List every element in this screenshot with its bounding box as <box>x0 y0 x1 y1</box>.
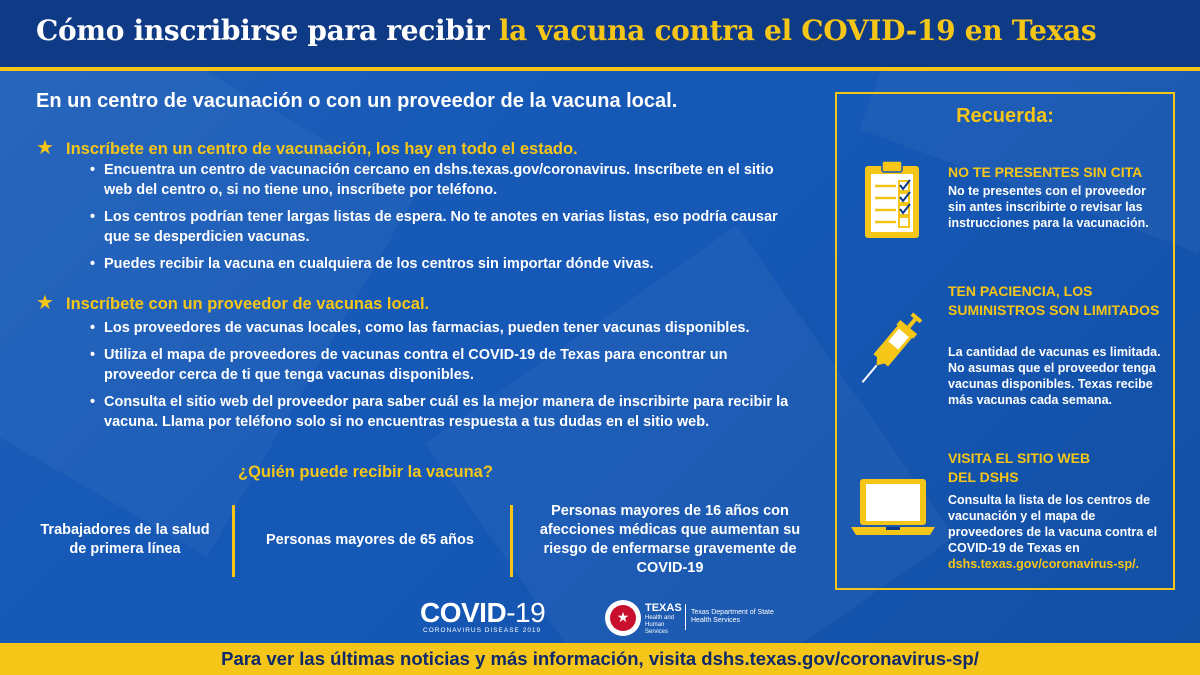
list-item: • Consulta el sitio web del proveedor para saber cuál es la mejor manera de inscribirte para recibir la vacuna. Llama por teléfono solo si no encuentras respuesta a tus dudas en el sitio web. <box>90 392 790 432</box>
footer-bar: Para ver las últimas noticias y más información, visita dshs.texas.gov/coronavirus-sp/ <box>0 643 1200 675</box>
title-white: Cómo inscribirse para recibir <box>36 14 499 47</box>
tip-body-text: Consulta la lista de los centros de vacunación y el mapa de proveedores de la vacuna contra el COVID-19 de Texas en <box>948 493 1158 555</box>
laptop-icon <box>848 475 938 537</box>
section-heading-text: Inscríbete con un proveedor de vacunas local. <box>66 295 430 313</box>
tip-body: No te presentes con el proveedor sin antes inscribirte o revisar las instrucciones para la vacunación. <box>948 184 1149 230</box>
tip-heading: VISITA EL SITIO WEB DEL DSHS <box>948 450 1091 485</box>
texas-name: TEXAS <box>645 602 682 614</box>
star-icon: ★ <box>36 292 54 314</box>
bullet-list-provider <box>90 318 790 439</box>
syringe-icon <box>855 305 930 390</box>
who-group: Personas mayores de 16 años con afecciones médicas que aumentan su riesgo de enfermarse gravemente de COVID-19 <box>539 503 801 576</box>
who-divider <box>510 505 513 577</box>
texas-hhs-logo <box>605 598 785 636</box>
section-heading-provider <box>36 290 429 315</box>
header-divider <box>0 67 1200 71</box>
covid-subtitle: CORONAVIRUS DISEASE 2019 <box>423 627 542 634</box>
subtitle: En un centro de vacunación o con un proveedor de la vacuna local. <box>36 90 678 112</box>
who-title: ¿Quién puede recibir la vacuna? <box>238 463 493 481</box>
list-item: • Los centros podrían tener largas listas de espera. No te anotes en varias listas, eso podría causar que se desperdicien vacunas. <box>90 207 790 247</box>
tip-body: La cantidad de vacunas es limitada. No asumas que el proveedor tenga vacunas disponibles. Texas recibe más vacunas cada semana. <box>948 345 1161 407</box>
covid-wordmark <box>420 597 545 629</box>
who-divider <box>232 505 235 577</box>
clipboard-checklist-icon <box>862 158 922 240</box>
tip-heading: NO TE PRESENTES SIN CITA <box>948 164 1143 180</box>
recuerda-title: Recuerda: <box>956 105 1054 127</box>
covid-19-logo <box>420 597 550 637</box>
tip-heading: TEN PACIENCIA, LOS SUMINISTROS SON LIMITADOS <box>948 283 1160 318</box>
dshs-link[interactable]: dshs.texas.gov/coronavirus-sp/. <box>948 557 1140 571</box>
list-item: • Encuentra un centro de vacunación cercano en dshs.texas.gov/coronavirus. Inscríbete en el sitio web del centro o, si no tiene uno, inscríbete por teléfono. <box>90 160 790 200</box>
covid-word: COVID <box>420 597 507 628</box>
texas-dshs-text: Texas Department of State Health Services <box>691 609 774 624</box>
who-group: Personas mayores de 65 años <box>266 531 474 548</box>
title-highlight: la vacuna contra el COVID-19 en Texas <box>498 14 1097 47</box>
section-heading-center <box>36 135 578 160</box>
page-title <box>36 14 1096 54</box>
list-item: • Los proveedores de vacunas locales, como las farmacias, pueden tener vacunas disponibles. <box>90 318 790 338</box>
section-heading-text: Inscríbete en un centro de vacunación, los hay en todo el estado. <box>66 140 578 158</box>
tip-body <box>948 492 1163 572</box>
who-group: Trabajadores de la salud de primera línea <box>40 522 210 557</box>
star-icon: ★ <box>36 137 54 159</box>
bullet-list-center <box>90 160 790 281</box>
list-item: • Puedes recibir la vacuna en cualquiera de los centros sin importar dónde vivas. <box>90 254 790 274</box>
texas-seal-icon: ★ <box>605 600 641 636</box>
logo-divider <box>685 604 686 630</box>
texas-hhs-text: Health and Human Services <box>645 615 675 635</box>
list-item: • Utiliza el mapa de proveedores de vacunas contra el COVID-19 de Texas para encontrar un proveedor cerca de ti que tenga vacunas disponibles. <box>90 345 790 385</box>
covid-number: -19 <box>506 597 546 628</box>
